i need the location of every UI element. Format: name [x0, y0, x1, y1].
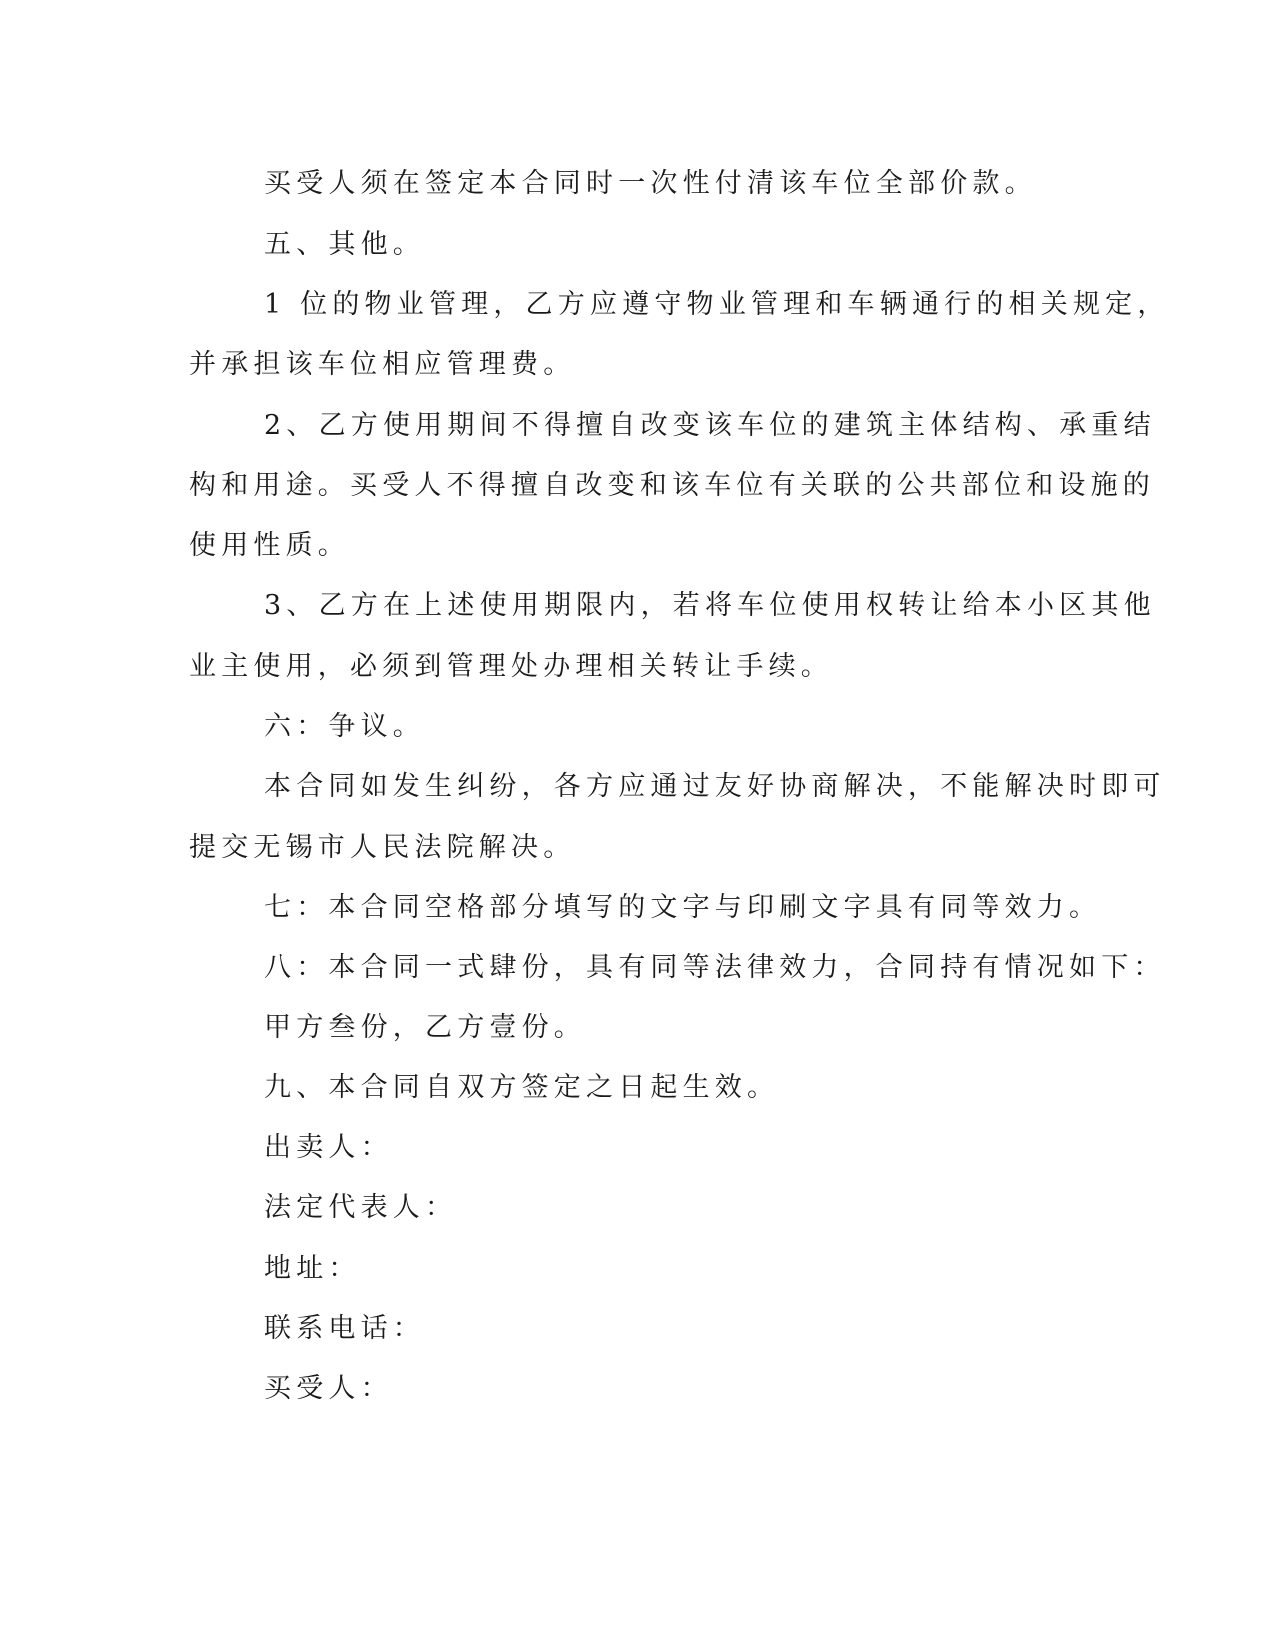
clause-3-line-2: 业主使用，必须到管理处办理相关转让手续。	[189, 651, 833, 682]
payment-clause-line: 买受人须在签定本合同时一次性付清该车位全部价款。	[264, 168, 1037, 199]
dispute-clause-line-1: 本合同如发生纠纷，各方应通过友好协商解决，不能解决时即可	[264, 771, 1166, 802]
phone-label: 联系电话：	[264, 1313, 425, 1344]
address-label: 地址：	[264, 1253, 361, 1284]
seller-label: 出卖人：	[264, 1132, 393, 1163]
buyer-label: 买受人：	[264, 1373, 393, 1404]
clause-1-line-2: 并承担该车位相应管理费。	[189, 349, 576, 380]
dispute-clause-line-2: 提交无锡市人民法院解决。	[189, 832, 576, 863]
section-eight-line-1: 八：本合同一式肆份，具有同等法律效力，合同持有情况如下：	[264, 952, 1166, 983]
legal-representative-label: 法定代表人：	[264, 1192, 458, 1223]
clause-2-line-2: 构和用途。买受人不得擅自改变和该车位有关联的公共部位和设施的	[189, 470, 1155, 501]
clause-2-line-3: 使用性质。	[189, 530, 350, 561]
clause-3-line-1: 3、乙方在上述使用期限内，若将车位使用权转让给本小区其他	[264, 590, 1156, 621]
section-five-heading: 五、其他。	[264, 229, 425, 260]
section-eight-line-2: 甲方叁份，乙方壹份。	[264, 1012, 586, 1043]
section-six-heading: 六：争议。	[264, 711, 425, 742]
clause-1-line-1: 1 位的物业管理，乙方应遵守物业管理和车辆通行的相关规定，	[264, 289, 1170, 320]
section-seven-line: 七：本合同空格部分填写的文字与印刷文字具有同等效力。	[264, 892, 1102, 923]
clause-2-line-1: 2、乙方使用期间不得擅自改变该车位的建筑主体结构、承重结	[264, 410, 1156, 441]
section-nine-line: 九、本合同自双方签定之日起生效。	[264, 1072, 780, 1103]
